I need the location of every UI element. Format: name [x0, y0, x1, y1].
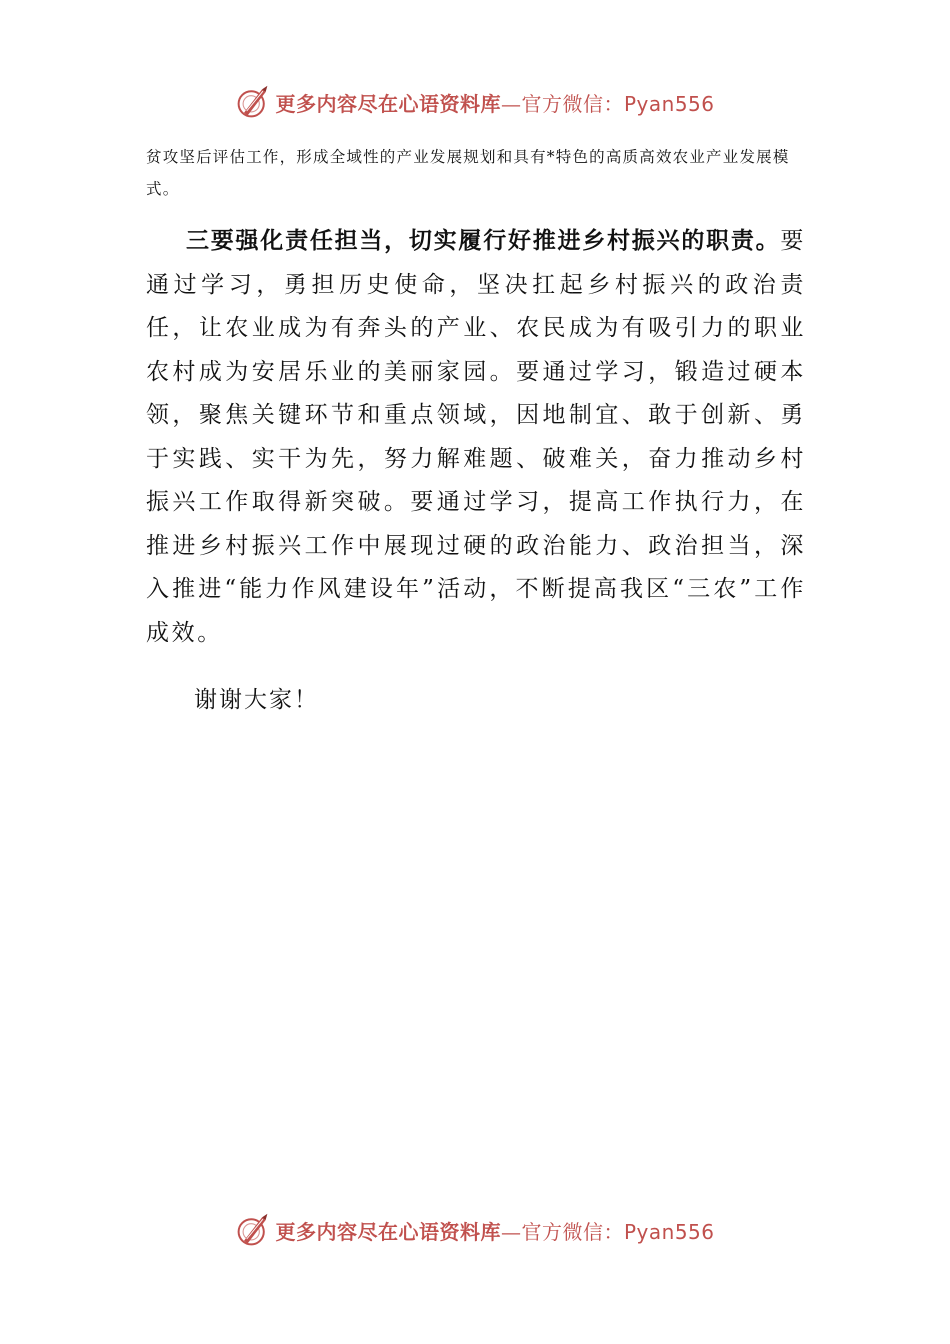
footer-banner-text [275, 1216, 714, 1245]
header-separator: — [500, 91, 522, 116]
pen-nib-logo-icon [235, 1212, 271, 1248]
header-wechat-id: Pyan556 [623, 91, 715, 116]
footer-wechat-id: Pyan556 [623, 1219, 715, 1244]
footer-separator: — [500, 1219, 522, 1244]
header-banner-text [275, 88, 714, 117]
header-brand: 更多内容尽在心语资料库 [275, 91, 501, 116]
footer-contact: 官方微信： [521, 1219, 624, 1244]
footer-brand: 更多内容尽在心语资料库 [275, 1219, 501, 1244]
footer-banner [0, 1210, 950, 1250]
section-body: 要通过学习，勇担历史使命，坚决扛起乡村振兴的政治责任，让农业成为有奔头的产业、农民成为有吸引力的职业农村成为安居乐业的美丽家园。要通过学习，锻造过硬本领，聚焦关键环节和重点领域，因地制宜、敢于创新、勇于实践、实干为先，努力解难题、破难关，奋力推动乡村振兴工作取得新突破。要通过学习，提高工作执行力，在推进乡村振兴工作中展现过硬的政治能力、政治担当，深入推进“能力作风建设年”活动，不断提高我区“三农”工作成效。 [146, 228, 806, 646]
section-paragraph [146, 219, 806, 655]
pen-nib-logo-icon [235, 84, 271, 120]
header-contact: 官方微信： [521, 91, 624, 116]
header-banner [0, 82, 950, 122]
closing-remark: 谢谢大家！ [194, 687, 319, 713]
previous-paragraph-tail: 贫攻坚后评估工作，形成全域性的产业发展规划和具有*特色的高质高效农业产业发展模式。 [146, 148, 790, 198]
section-heading: 三要强化责任担当，切实履行好推进乡村振兴的职责。 [186, 227, 781, 254]
